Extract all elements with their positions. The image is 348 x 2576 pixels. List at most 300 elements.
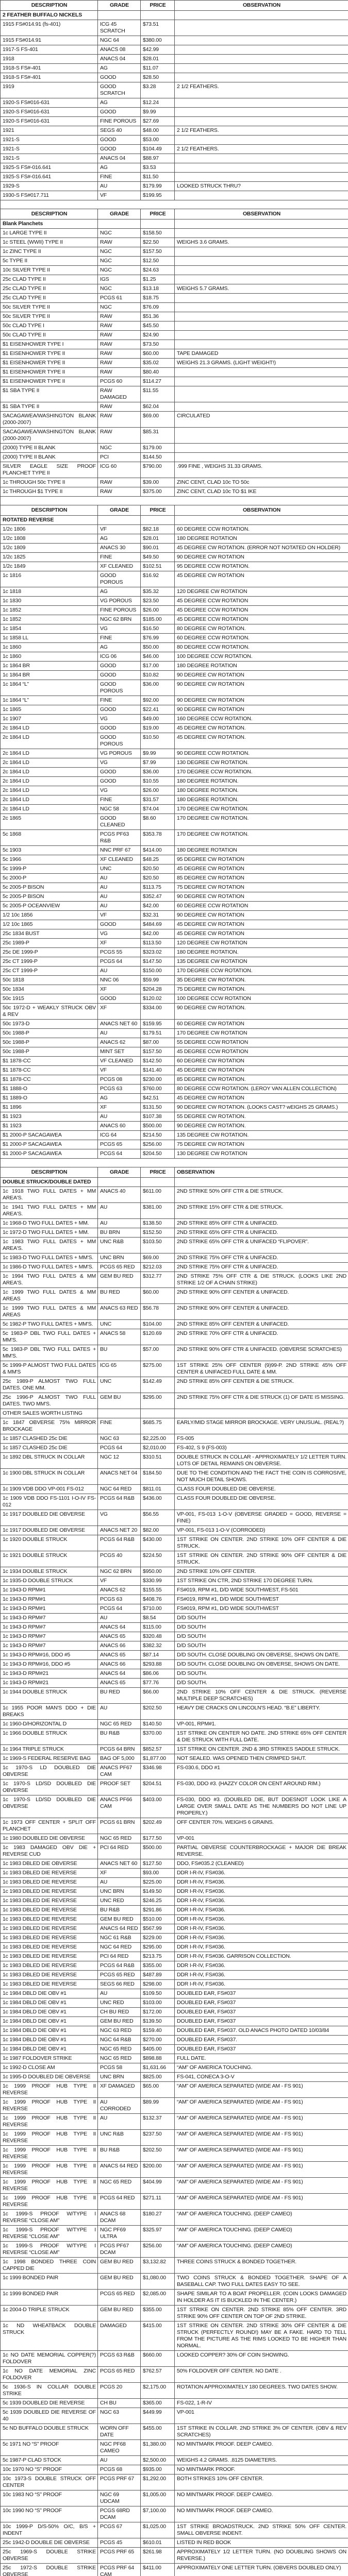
cell-price: $131.50 <box>141 1103 175 1112</box>
cell-observation: 60 DEGREE CCW ROTATION. <box>175 634 348 643</box>
cell-grade: GOOD <box>98 145 141 154</box>
cell-price: $51.36 <box>141 312 175 321</box>
table-row <box>1 705 348 715</box>
cell-price: $20.50 <box>141 874 175 883</box>
cell-price: $271.11 <box>141 2194 175 2210</box>
section-title: OTHER SALES WORTH LISTING <box>1 1409 98 1418</box>
cell-price: $35.32 <box>141 587 175 597</box>
cell-price: $77.76 <box>141 1679 175 1688</box>
cell-description: 1c 1852 <box>1 615 98 624</box>
table-row <box>1 1614 348 1623</box>
table-row <box>1 1998 348 2008</box>
cell-observation: 2ND STRIKE 75% OFF CTR & DIE STRUCK. (LOOKS LIKE 2ND STRIKE 1/2 OF A CHAIN STRIKE) <box>175 1272 348 1288</box>
cell-price: $85.31 <box>141 428 175 444</box>
table-row <box>1 1510 348 1526</box>
cell-description: 1c 1864 “L” <box>1 680 98 696</box>
cell-observation: “AM” OF AMERICA TOUCHING. (DEEP CAMEO) <box>175 2210 348 2226</box>
table-row <box>1 2367 348 2383</box>
cell-observation: DOUBLED EAR, FS#037 <box>175 2045 348 2054</box>
cell-description: 1c 1999 PROOF HUB TYPE II REVERSE <box>1 2082 98 2098</box>
table-row <box>1 1263 348 1272</box>
cell-grade: NGC 64 RED <box>98 1485 141 1494</box>
cell-price: $103.00 <box>141 1998 175 2008</box>
cell-observation: D/D SOUTH. CLOSE DOUBLING ON OBVERSE, SHOWS ON DATE. <box>175 1651 348 1660</box>
cell-observation: DDR I-R-IV, FS#036. <box>175 1887 348 1896</box>
cell-observation: OFF CENTER 70%. WEIGHS 6 GRAINS. <box>175 1818 348 1834</box>
cell-price: $76.09 <box>141 303 175 312</box>
cell-observation: 2ND STRIKE 90% OFF CENTER & UNIFACED. <box>175 1304 348 1320</box>
cell-price: $180.27 <box>141 2210 175 2226</box>
cell-grade: GOOD <box>98 768 141 777</box>
table-row <box>1 1660 348 1669</box>
cell-grade: PROOF SET <box>98 1780 141 1795</box>
table-row <box>1 2475 348 2490</box>
cell-price: $295.00 <box>141 1393 175 1409</box>
empty-cell <box>141 1409 175 1418</box>
cell-description: 1c 1943-D RPM#7 <box>1 1623 98 1632</box>
cell-description: 5c 2005-P BISON <box>1 892 98 902</box>
cell-observation: BOTH STRIKES 10% OFF CENTER. <box>175 2475 348 2490</box>
table-row <box>1 948 348 957</box>
cell-price: $408.76 <box>141 1595 175 1604</box>
cell-observation: 45 DEGREE CCW ROTATION <box>175 606 348 615</box>
cell-price: $73.50 <box>141 340 175 349</box>
cell-description: 1c 1857 CLASHED 25c DIE <box>1 1434 98 1444</box>
cell-grade: NGC 61 R&B <box>98 1934 141 1943</box>
table-row <box>1 20 348 36</box>
cell-observation: FS#019, RPM #1, D/D WIDE SOUTHWEST, FS-501 <box>175 1586 348 1595</box>
cell-price: $9.99 <box>141 108 175 117</box>
cell-description: 1c 1970-S LD/SD DOUBLED DIE OBVERSE <box>1 1780 98 1795</box>
cell-observation: 55 DEGREE CW ROTATION. <box>175 1112 348 1122</box>
table-row <box>1 462 348 478</box>
cell-description: $1 EISENHOWER TYPE II <box>1 368 98 377</box>
cell-grade: AG <box>98 534 141 544</box>
cell-observation: “AM” OF AMERICA TOUCHING. (DEEP CAMEO) <box>175 2226 348 2242</box>
cell-description: 1c 1909 VDB DDO VP-001 FS-012 <box>1 1485 98 1494</box>
cell-grade: ICG 06 <box>98 652 141 662</box>
table-row <box>1 920 348 929</box>
cell-observation: FS-030.6, DDO #1 <box>175 1764 348 1780</box>
table-row <box>1 1494 348 1510</box>
header-price: PRICE <box>141 1 175 11</box>
header-row <box>1 505 348 516</box>
cell-grade: GOOD <box>98 662 141 671</box>
empty-cell <box>141 219 175 229</box>
cell-grade: ANACS 64 <box>98 1669 141 1679</box>
cell-price: $42.51 <box>141 1094 175 1103</box>
cell-observation: 2ND STRIKE 90% OFF CTR & UNIFACED. (OBVERSE SCRATCHES) <box>175 1345 348 1361</box>
cell-grade: PCGS 45 <box>98 2538 141 2548</box>
table-row <box>1 2321 348 2351</box>
cell-observation <box>175 368 348 377</box>
cell-description: $1 1889-O <box>1 1094 98 1103</box>
cell-grade: FINE <box>98 173 141 182</box>
cell-description: 25c 1942-D DOUBLE DIE OBVERSE <box>1 2538 98 2548</box>
cell-description: 25c 1972-S DOUBLE STRIKE OBVERSE <box>1 2564 98 2576</box>
cell-price: $293.88 <box>141 1660 175 1669</box>
cell-price: $87.00 <box>141 1038 175 1047</box>
cell-grade: PCGS 64 <box>98 957 141 967</box>
cell-observation: 180 DEGREE ROTATION. <box>175 795 348 805</box>
cell-description: 1c 1944 DOUBLE STRUCK <box>1 1688 98 1704</box>
cell-description: 1c 1852 <box>1 606 98 615</box>
cell-observation: CLASS FOUR DOUBLED DIE OBVERSE. <box>175 1494 348 1510</box>
section-title-row <box>1 1178 348 1187</box>
cell-observation: DOUBLED EAR, FS#037 <box>175 2017 348 2026</box>
cell-description: 1921-S <box>1 154 98 163</box>
cell-description: 1c 1983 DBLED DIE REVERSE <box>1 1906 98 1915</box>
table-row <box>1 1679 348 1688</box>
table-row <box>1 1896 348 1906</box>
section-title-row <box>1 219 348 229</box>
table-row <box>1 1066 348 1075</box>
table-row <box>1 1641 348 1651</box>
cell-description: 1c 2004-D TRIPLE STRUCK <box>1 2306 98 2321</box>
cell-description: $1 EISENHOWER TYPE II <box>1 377 98 386</box>
cell-description: 1c 1983 DBLED DIE REVERSE <box>1 1971 98 1980</box>
cell-grade: ICG 65 <box>98 1361 141 1377</box>
cell-grade: ANACS 04 <box>98 55 141 64</box>
cell-grade: BU <box>98 1345 141 1361</box>
cell-grade: PCGS PRF 65 <box>98 2548 141 2564</box>
table-row <box>1 1859 348 1869</box>
cell-price: $92.00 <box>141 696 175 705</box>
cell-price: $935.00 <box>141 2465 175 2475</box>
cell-observation: 2ND STRIKE 85% OFF CTR & UNIFACED. <box>175 1219 348 1228</box>
cell-grade: AU <box>98 1029 141 1038</box>
cell-description: 1c 1955 POOR MAN'S DDO + DIE BREAKS <box>1 1704 98 1720</box>
cell-description: 5c 1966 <box>1 855 98 865</box>
cell-price: $1.25 <box>141 275 175 284</box>
cell-grade: PCGS PRF 67 <box>98 2475 141 2490</box>
cell-description: 1c NO DATE MEMORIAL COPPER(?) FOLDOVER <box>1 2351 98 2367</box>
cell-grade: PCGS 20 <box>98 2383 141 2399</box>
cell-description: 50c 1988-P <box>1 1047 98 1057</box>
table-row <box>1 1704 348 1720</box>
table-row <box>1 2146 348 2162</box>
cell-grade: RAW <box>98 312 141 321</box>
cell-description: 2c 1864 LD <box>1 724 98 733</box>
cell-grade: AU <box>98 902 141 911</box>
cell-price: $430.00 <box>141 1535 175 1551</box>
cell-grade: ANACS 65 <box>98 1679 141 1688</box>
cell-grade: NGC <box>98 303 141 312</box>
table-row <box>1 2194 348 2210</box>
cell-grade: ANACS NET 04 <box>98 1469 141 1485</box>
cell-observation: DDR I-R-IV, FS#036. <box>175 1896 348 1906</box>
cell-description: 1918-S FS#-401 <box>1 64 98 73</box>
cell-description: 1c 1983-D TWO FULL DATES + MM'S. <box>1 1253 98 1263</box>
cell-grade: AU <box>98 1614 141 1623</box>
header-row <box>1 1167 348 1178</box>
table-row <box>1 1961 348 1971</box>
cell-description: (2000) TYPE II BLANK <box>1 453 98 462</box>
cell-price: $147.50 <box>141 957 175 967</box>
cell-price: $365.00 <box>141 2399 175 2408</box>
cell-grade: AG <box>98 587 141 597</box>
cell-description: 5c 1983-P DBL TWO FULL DATES + MM'S. <box>1 1345 98 1361</box>
table-row <box>1 985 348 994</box>
cell-observation: NO MINTMARK PROOF. DEEP CAMEO. <box>175 2490 348 2506</box>
table-row <box>1 117 348 126</box>
cell-observation: 2ND STRIKE 75% OFF CTR & UNIFACED. <box>175 1263 348 1272</box>
cell-price: $330.99 <box>141 1577 175 1586</box>
cell-observation <box>175 64 348 73</box>
cell-price: $142.50 <box>141 1057 175 1066</box>
cell-description: 1c STEEL (WWII) TYPE II <box>1 238 98 247</box>
cell-description: 50c 1973-D <box>1 1020 98 1029</box>
cell-price: $18.75 <box>141 294 175 303</box>
cell-observation: FS#019, RPM #1, D/D WIDE SOUTHWEST <box>175 1604 348 1614</box>
cell-description: $1 EISENHOWER TYPE II <box>1 349 98 359</box>
cell-observation: LOOKED COPPER? 30% OF COIN SHOWING. <box>175 2351 348 2367</box>
cell-grade: GOOD <box>98 671 141 680</box>
cell-description: 5c 1999-P <box>1 865 98 874</box>
table-row <box>1 2456 348 2465</box>
cell-description: 1c 1999 PROOF HUB TYPE II REVERSE <box>1 2098 98 2114</box>
cell-observation <box>175 377 348 386</box>
cell-price: $204.28 <box>141 985 175 994</box>
cell-grade: PCGS 63 <box>98 1084 141 1094</box>
cell-price: $10.82 <box>141 671 175 680</box>
table-row <box>1 1320 348 1329</box>
cell-price: $898.88 <box>141 2054 175 2063</box>
cell-observation: 2 1/2 FEATHERS. <box>175 82 348 98</box>
cell-description: SACAGAWEA/WASHINGTON BLANK (2000-2007) <box>1 428 98 444</box>
cell-price: $28.50 <box>141 73 175 82</box>
cell-price: $852.57 <box>141 1745 175 1754</box>
header-price: PRICE <box>141 209 175 219</box>
cell-description: 1c 1983 DBLED DIE REVERSE <box>1 1915 98 1924</box>
cell-price: $140.50 <box>141 1720 175 1729</box>
cell-price: $1,292.00 <box>141 2475 175 2490</box>
section-title-row <box>1 516 348 525</box>
table-row <box>1 2026 348 2036</box>
cell-price: $152.50 <box>141 1228 175 1238</box>
table-row <box>1 126 348 135</box>
cell-observation <box>175 331 348 340</box>
cell-observation: 55 DEGREE CCW ROTATION <box>175 1038 348 1047</box>
table-row <box>1 2258 348 2274</box>
cell-description: 1c 1998 BONDED THREE COIN CAPPED DIE <box>1 2258 98 2274</box>
cell-price: $224.50 <box>141 1551 175 1567</box>
cell-price: $107.38 <box>141 1112 175 1122</box>
cell-observation: 2ND STRIKE 70% OFF CTR & UNIFACED. <box>175 1329 348 1345</box>
cell-observation: DDR I-R-IV, FS#036. <box>175 1924 348 1934</box>
cell-grade: ANACS 04 <box>98 154 141 163</box>
cell-description: 1919 <box>1 82 98 98</box>
table-row <box>1 1149 348 1159</box>
table-row <box>1 1915 348 1924</box>
cell-observation: 60 DEGREE CW ROTATION <box>175 1020 348 1029</box>
cell-observation <box>175 173 348 182</box>
cell-observation: 2ND STRIKE 10% OFF CENTER & DIE STRUCK. (REVERSE MULTIPLE DEEP SCRATCHES) <box>175 1688 348 1704</box>
table-row <box>1 1943 348 1952</box>
cell-observation: D/D SOUTH <box>175 1623 348 1632</box>
cell-description: 10c 1973-S DOUBLE STRUCK OFF CENTER <box>1 2475 98 2490</box>
cell-description: 1c 1983 DBLED DIE REVERSE <box>1 1961 98 1971</box>
cell-description: 1c 1943-D RPM#21 <box>1 1669 98 1679</box>
cell-observation: DDR I-R-IV, FS#036. <box>175 1980 348 1989</box>
cell-price: $1,380.00 <box>141 2440 175 2456</box>
cell-description: 25c CT 1999-P <box>1 957 98 967</box>
cell-description: 1c 1943-D RPM#21 <box>1 1679 98 1688</box>
cell-observation: LISTED IN RED BOOK <box>175 2538 348 2548</box>
cell-price: $102.51 <box>141 562 175 571</box>
cell-grade: VF <box>98 525 141 534</box>
cell-price: $142.49 <box>141 1377 175 1393</box>
cell-price: $405.00 <box>141 2045 175 2054</box>
cell-grade: GEM BU RED <box>98 2274 141 2290</box>
cell-observation: D/D SOUTH <box>175 1614 348 1623</box>
cell-description: $1 2000-P SACAGAWEA <box>1 1140 98 1149</box>
empty-cell <box>175 1409 348 1418</box>
cell-description: 25c CLAD TYPE II <box>1 294 98 303</box>
cell-observation: WEIGHS 4.2 GRAMS. .8125 DIAMETERS. <box>175 2456 348 2465</box>
cell-description: 1c 1941 TWO FULL DATES + MM AREA'S. <box>1 1203 98 1219</box>
cell-observation: 90 DEGREE CW ROTATION <box>175 911 348 920</box>
cell-description: 1920-S FS#016-631 <box>1 117 98 126</box>
cell-description: 1c 1816 <box>1 571 98 587</box>
cell-observation: “AM” OF AMERICA SEPARATED (WIDE AM - FS 901) <box>175 2178 348 2194</box>
cell-observation: 1ST STRIKE ON CENTER. 2ND STRIKE 10% OFF CENTER & DIE STRUCK. <box>175 1535 348 1551</box>
table-row <box>1 2506 348 2522</box>
empty-cell <box>98 1409 141 1418</box>
cell-grade: BAG OF 5,000 <box>98 1754 141 1764</box>
cell-grade: GOOD <box>98 135 141 145</box>
cell-grade: NNC 06 <box>98 976 141 985</box>
cell-observation: LOOKED STRUCK THRU? <box>175 182 348 191</box>
cell-description: 25c 1996-P ALMOST TWO FULL DATES. TWO MM'S. <box>1 1393 98 1409</box>
table-row <box>1 2290 348 2306</box>
table-row <box>1 182 348 191</box>
table-row <box>1 671 348 680</box>
table-row <box>1 1485 348 1494</box>
table-body <box>1 1 348 2576</box>
cell-price: $49.50 <box>141 553 175 562</box>
cell-price: $353.78 <box>141 830 175 846</box>
table-row <box>1 1140 348 1149</box>
cell-description: 1929-S <box>1 182 98 191</box>
cell-observation: 2ND STRIKE 65% OFF CTR & UNIFACED. <box>175 1228 348 1238</box>
cell-price: $45.50 <box>141 321 175 331</box>
cell-observation: “AM” OF AMERICA SEPARATED (WIDE AM - FS 901) <box>175 2114 348 2130</box>
cell-grade: XF <box>98 1004 141 1020</box>
cell-grade: NGC 64 <box>98 36 141 45</box>
cell-observation: 75 DEGREE CW ROTATION <box>175 883 348 892</box>
cell-observation: 45 DEGREE CCW ROTATION <box>175 597 348 606</box>
cell-description: 1c 1854 <box>1 624 98 634</box>
cell-price: $10.50 <box>141 733 175 749</box>
cell-description: 1c 1999 TWO FULL DATES & MM AREAS <box>1 1288 98 1304</box>
section-title-row <box>1 1409 348 1418</box>
cell-observation: 180 DEGREE ROTATION. <box>175 786 348 795</box>
cell-description: 1c LARGE TYPE II <box>1 229 98 238</box>
cell-price: $114.27 <box>141 377 175 386</box>
cell-description: $1 2000-P SACAGAWEA <box>1 1149 98 1159</box>
cell-price: $3.28 <box>141 82 175 98</box>
cell-description: 1c 1830 <box>1 597 98 606</box>
cell-price: $8.60 <box>141 814 175 830</box>
cell-grade: PCGS 65 <box>98 1140 141 1149</box>
table-row <box>1 855 348 865</box>
cell-grade: PCGS 55 <box>98 948 141 957</box>
cell-description: $1 2000-P SACAGAWEA <box>1 1131 98 1140</box>
cell-grade: ANACS 62 <box>98 1038 141 1047</box>
cell-description: 1c 1960-D/HORIZONTAL D <box>1 1720 98 1729</box>
cell-description: 5c 1903 <box>1 846 98 855</box>
cell-price: $120.69 <box>141 1329 175 1345</box>
header-observation: OBSERVATION <box>175 505 348 516</box>
table-row <box>1 1887 348 1896</box>
table-row <box>1 634 348 643</box>
cell-grade: NGC 64 R&B <box>98 2036 141 2045</box>
cell-price: $158.50 <box>141 229 175 238</box>
table-row <box>1 1878 348 1887</box>
table-row <box>1 487 348 497</box>
cell-price: $334.00 <box>141 1004 175 1020</box>
cell-description: $1 1878-CC <box>1 1066 98 1075</box>
cell-observation <box>175 154 348 163</box>
cell-price: $157.50 <box>141 247 175 257</box>
cell-price: $22.41 <box>141 705 175 715</box>
cell-grade: PCGS 64 R&B <box>98 1494 141 1510</box>
cell-grade: CH BU <box>98 2399 141 2408</box>
cell-price: $132.37 <box>141 2114 175 2130</box>
cell-description: 2c 1865 <box>1 814 98 830</box>
cell-description: 1c 1983 DBLED DIE REVERSE <box>1 1924 98 1934</box>
table-row <box>1 534 348 544</box>
cell-description: 1c 1983 DAMAGED OBV DIE + REVERSE CUD <box>1 1843 98 1859</box>
cell-description: 5c 1939 DOUBLED DIE REVERSE OF 40 <box>1 2408 98 2424</box>
cell-grade: VF CLEANED <box>98 1057 141 1066</box>
cell-grade: RAW <box>98 487 141 497</box>
cell-observation: 1ST STRIKE ON CENTER NO DATE. 2ND STRIKE 65% OFF CENTER & DIE STRUCK WITH FULL DATE. <box>175 1729 348 1745</box>
table-row <box>1 1393 348 1409</box>
table-row <box>1 2226 348 2242</box>
cell-price: $660.00 <box>141 2351 175 2367</box>
cell-grade: PCGS 61 BRN <box>98 1818 141 1834</box>
spacer-cell <box>1 200 348 209</box>
cell-description: 25c CLAD TYPE II <box>1 275 98 284</box>
cell-price: $200.00 <box>141 2162 175 2178</box>
cell-observation: DDO, FS#035.2 (CLEANED) <box>175 1859 348 1869</box>
cell-description: 25c 1989-P ALMOST TWO FULL DATES. ONE MM. <box>1 1377 98 1393</box>
cell-price: $500.00 <box>141 1122 175 1131</box>
header-observation: OBSERVATION <box>175 209 348 219</box>
table-row <box>1 1586 348 1595</box>
empty-cell <box>141 516 175 525</box>
cell-grade: GOOD <box>98 777 141 786</box>
cell-price: $159.40 <box>141 2026 175 2036</box>
empty-cell <box>98 11 141 20</box>
cell-description: 1c 1969-S FEDERAL RESERVE BAG <box>1 1754 98 1764</box>
cell-description: 25c CLAD TYPE II <box>1 284 98 294</box>
cell-description: 1c 1943-D RPM#1 <box>1 1595 98 1604</box>
cell-price: $57.00 <box>141 1345 175 1361</box>
cell-observation: 45 DEGREE CW ROTATION. <box>175 724 348 733</box>
cell-grade: AU <box>98 2456 141 2465</box>
cell-observation: 80 DEGREE CCW ROTATION. <box>175 643 348 652</box>
cell-observation: 90 DEGREE CW ROTATION <box>175 705 348 715</box>
cell-description: $1 1923 <box>1 1112 98 1122</box>
cell-observation <box>175 229 348 238</box>
cell-description: 1c 1999 BONDED PAIR <box>1 2290 98 2306</box>
table-row <box>1 1418 348 1434</box>
cell-price: $7.99 <box>141 758 175 768</box>
cell-price: $113.50 <box>141 939 175 948</box>
